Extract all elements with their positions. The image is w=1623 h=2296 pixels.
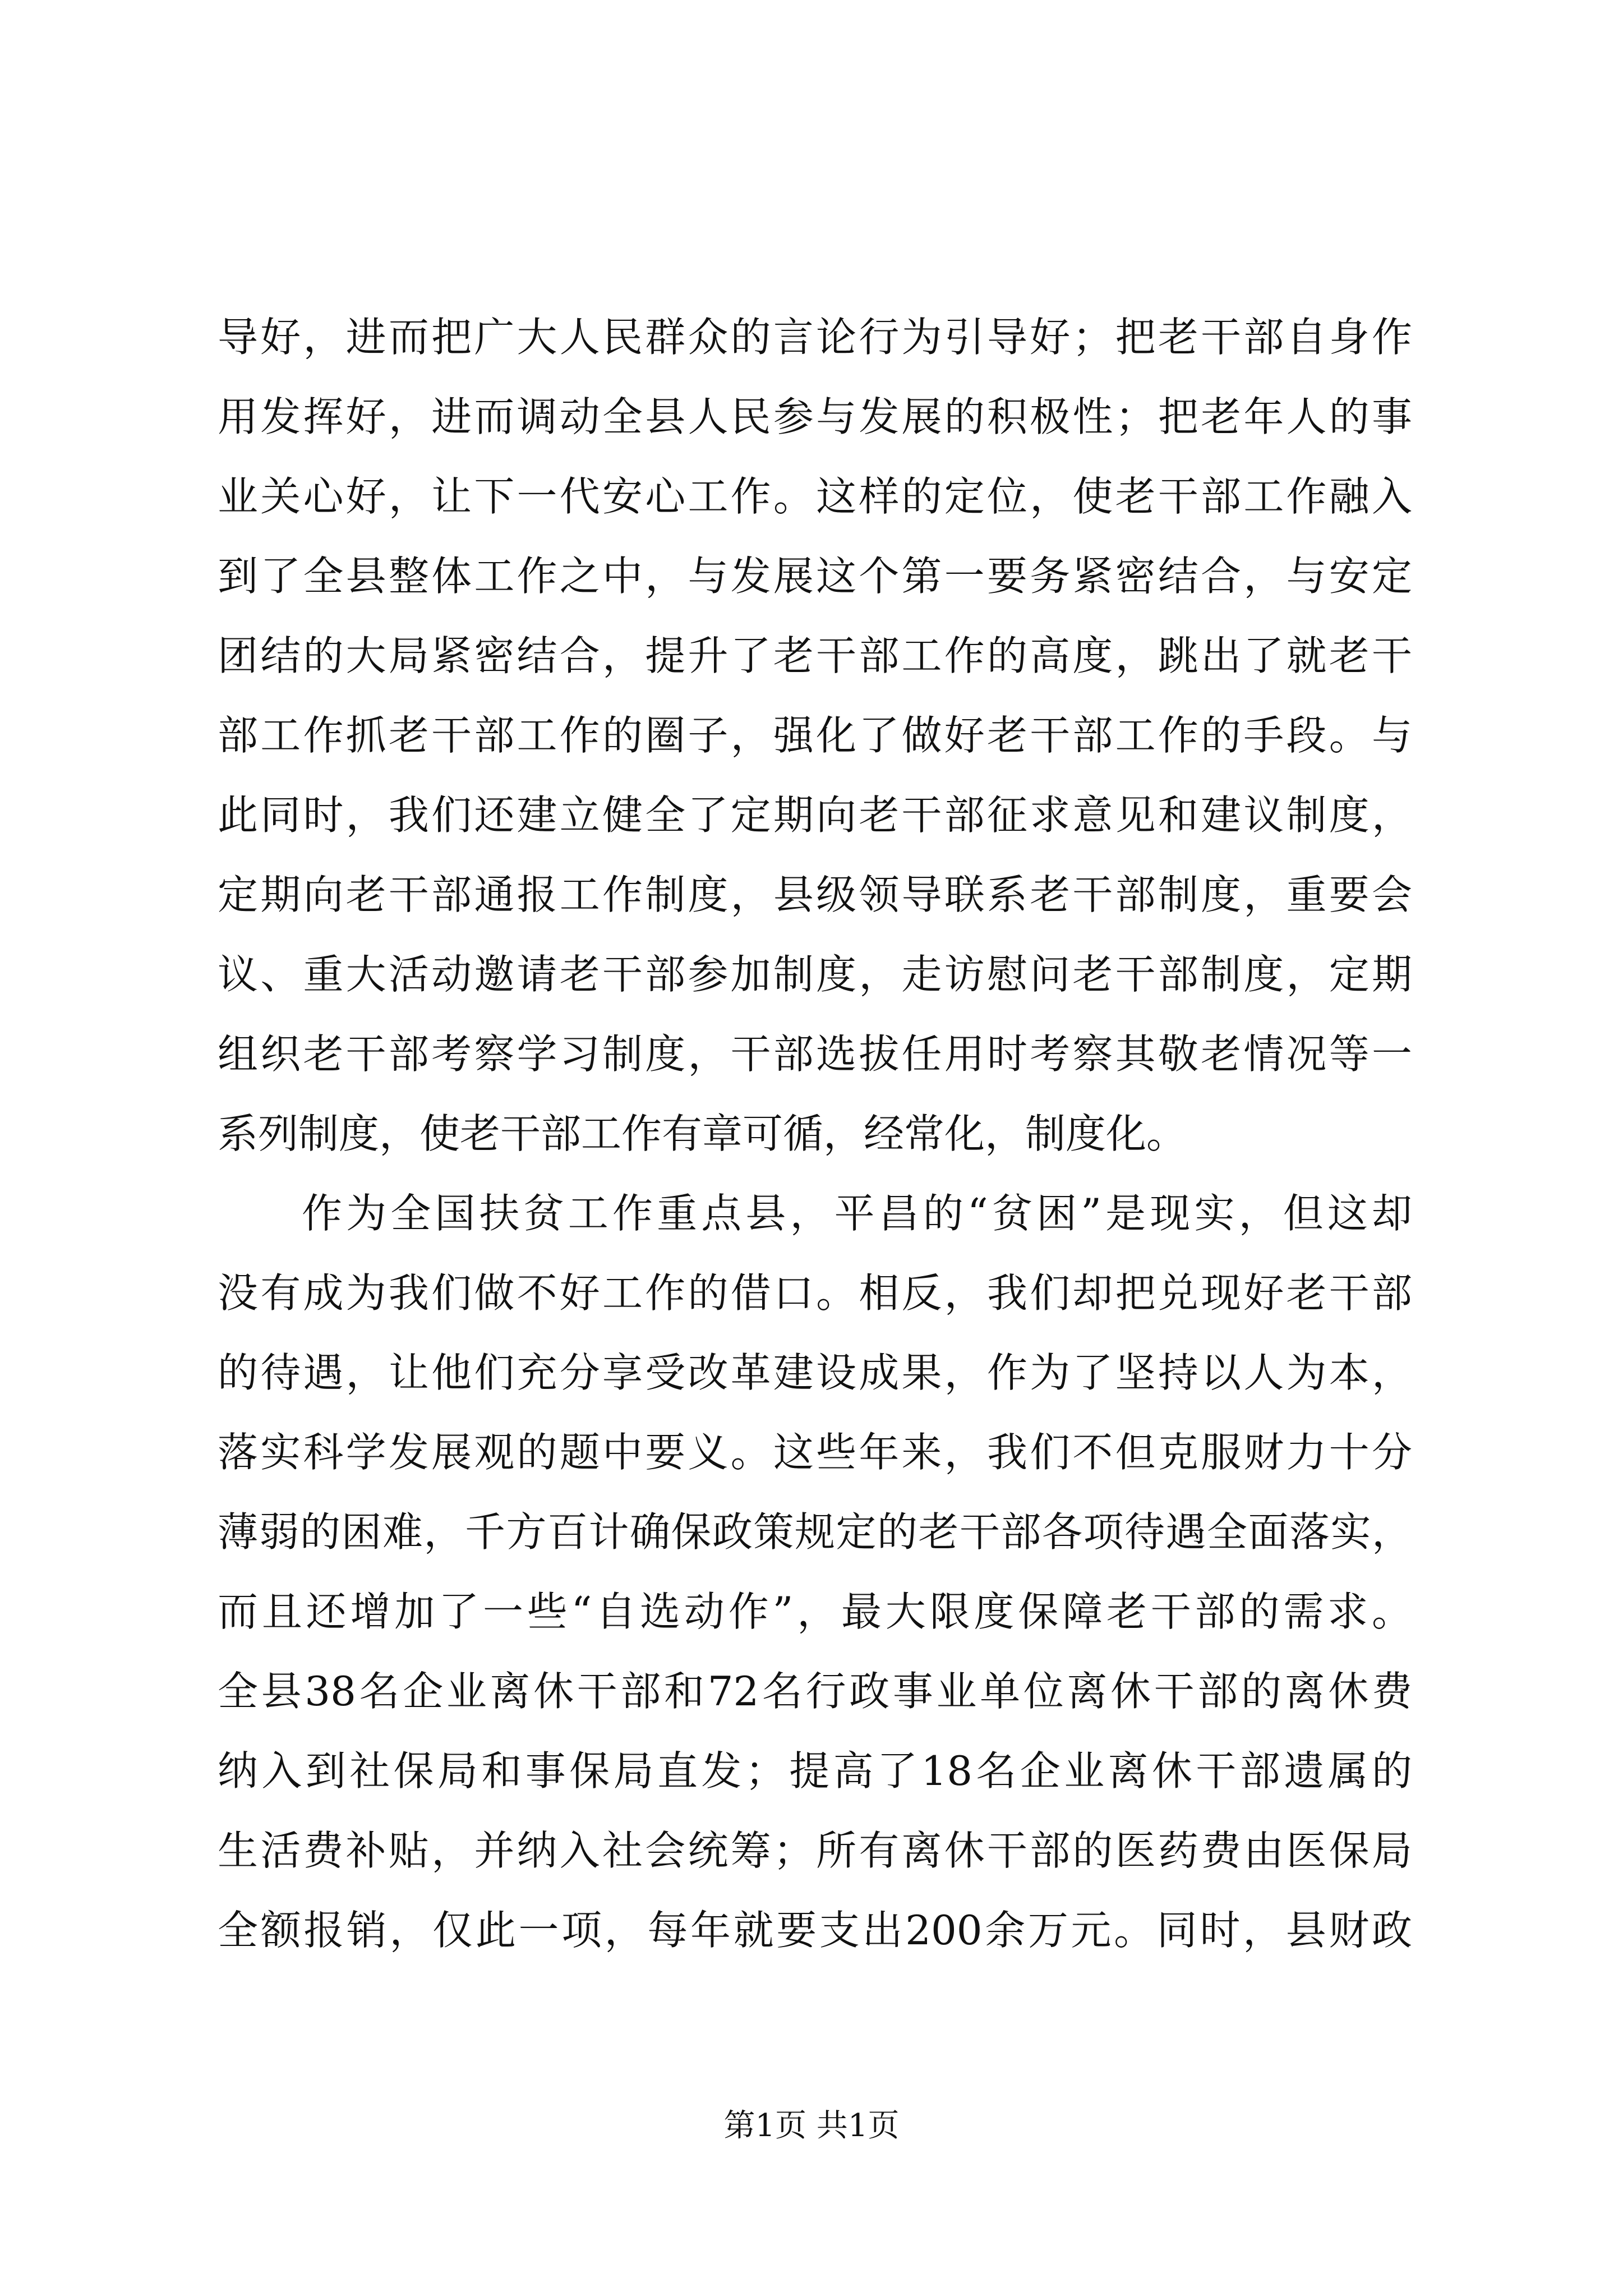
text-line: 业关心好，让下一代安心工作。这样的定位，使老干部工作融入 bbox=[218, 473, 1412, 520]
text-line: 全县38名企业离休干部和72名行政事业单位离休干部的离休费 bbox=[218, 1668, 1412, 1715]
body-text bbox=[218, 297, 1412, 1970]
text-line: 此同时，我们还建立健全了定期向老干部征求意见和建议制度， bbox=[218, 792, 1412, 839]
text-line: 落实科学发展观的题中要义。这些年来，我们不但克服财力十分 bbox=[218, 1429, 1412, 1476]
text-line: 组织老干部考察学习制度，干部选拔任用时考察其敬老情况等一 bbox=[218, 1030, 1412, 1078]
text-line: 用发挥好，进而调动全县人民参与发展的积极性；把老年人的事 bbox=[218, 393, 1412, 440]
text-line: 到了全县整体工作之中，与发展这个第一要务紧密结合，与安定 bbox=[218, 553, 1412, 600]
text-line: 而且还增加了一些“自选动作”，最大限度保障老干部的需求。 bbox=[218, 1588, 1412, 1635]
text-line: 没有成为我们做不好工作的借口。相反，我们却把兑现好老干部 bbox=[218, 1269, 1412, 1317]
text-line: 纳入到社保局和事保局直发；提高了18名企业离休干部遗属的 bbox=[218, 1747, 1412, 1795]
text-line: 的待遇，让他们充分享受改革建设成果，作为了坚持以人为本， bbox=[218, 1349, 1412, 1396]
text-line: 团结的大局紧密结合，提升了老干部工作的高度，跳出了就老干 bbox=[218, 632, 1412, 679]
page-number-footer: 第1页 共1页 bbox=[723, 2108, 900, 2144]
text-line: 导好，进而把广大人民群众的言论行为引导好；把老干部自身作 bbox=[218, 314, 1412, 361]
text-line: 薄弱的困难，千方百计确保政策规定的老干部各项待遇全面落实， bbox=[218, 1508, 1412, 1556]
text-line: 全额报销，仅此一项，每年就要支出200余万元。同时，县财政 bbox=[218, 1907, 1412, 1954]
text-line: 议、重大活动邀请老干部参加制度，走访慰问老干部制度，定期 bbox=[218, 951, 1412, 998]
text-line-paragraph-end: 系列制度，使老干部工作有章可循，经常化，制度化。 bbox=[218, 1110, 1187, 1157]
text-line: 生活费补贴，并纳入社会统筹；所有离休干部的医药费由医保局 bbox=[218, 1827, 1412, 1874]
text-line: 部工作抓老干部工作的圈子，强化了做好老干部工作的手段。与 bbox=[218, 712, 1412, 759]
text-line: 定期向老干部通报工作制度，县级领导联系老干部制度，重要会 bbox=[218, 871, 1412, 918]
text-line-paragraph-start: 作为全国扶贫工作重点县，平昌的“贫困”是现实，但这却 bbox=[302, 1190, 1412, 1237]
